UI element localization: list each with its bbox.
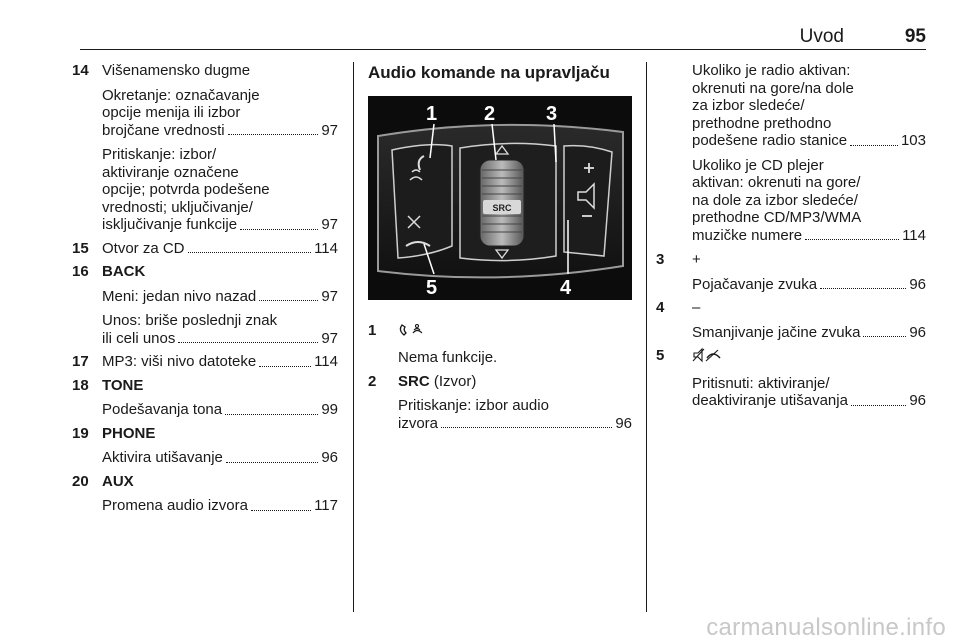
page-ref: MP3: viši nivo datoteke 114 — [102, 353, 338, 370]
text-line: Ukoliko je radio aktivan: — [692, 62, 851, 79]
steering-wheel-controls-figure — [368, 96, 632, 300]
page-ref: podešene radio stanice 103 — [692, 132, 926, 149]
column-divider-2 — [646, 62, 647, 612]
src-button-label: SRC — [492, 202, 512, 213]
entry-para — [692, 375, 926, 410]
item-number: 4 — [656, 299, 665, 316]
entry-17 — [72, 353, 338, 371]
text-line: Pritiskanje: izbor audio — [398, 397, 549, 414]
page-ref: Smanjivanje jačine zvuka 96 — [692, 323, 926, 341]
text-line: vrednosti; uključivanje/ — [102, 198, 253, 216]
plus-symbol: + — [692, 251, 701, 268]
entry-para — [102, 87, 338, 140]
callout-5: 5 — [426, 276, 438, 299]
entry-19 — [72, 425, 338, 467]
page-number: 95 — [904, 26, 926, 47]
entry-para — [102, 146, 338, 234]
entry-para — [102, 401, 338, 419]
right-column — [656, 62, 926, 416]
entry-title: AUX — [102, 472, 134, 490]
callout-3: 3 — [546, 102, 558, 125]
page-ref: Pojačavanje zvuka 96 — [692, 275, 926, 293]
middle-column — [368, 62, 632, 438]
entry-title: Višenamensko dugme — [102, 62, 251, 79]
text-line: prethodne CD/MP3/WMA — [692, 209, 862, 226]
item-number: 3 — [656, 251, 665, 268]
section-heading: Audio komande na upravljaču — [368, 63, 610, 82]
page-ref: muzičke numere 114 — [692, 226, 926, 244]
text-line: Pritisnuti: aktiviranje/ — [692, 374, 830, 392]
page-ref: Podešavanja tona 99 — [102, 401, 338, 418]
entry-para — [102, 449, 338, 467]
site-watermark: carmanualsonline.info — [706, 613, 946, 641]
entry-14 — [72, 62, 338, 234]
text-line: okrenuti na gore/na dole — [692, 79, 854, 97]
entry-para — [398, 397, 632, 432]
text-line: opcije; potvrda podešene — [102, 181, 270, 198]
page-header — [80, 28, 926, 50]
page-ref: Promena audio izvora 117 — [102, 497, 338, 514]
text-line: opcije menija ili izbor — [102, 104, 241, 121]
page-ref: brojčane vrednosti 97 — [102, 121, 338, 139]
entry-20 — [72, 473, 338, 515]
entry-number: 17 — [72, 353, 89, 370]
entry-number: 16 — [72, 263, 89, 280]
text-line: na dole za izbor sledeće/ — [692, 191, 858, 209]
callout-1: 1 — [426, 102, 438, 125]
radio-para — [656, 62, 926, 150]
entry-number: 19 — [72, 424, 89, 442]
section-title: Uvod — [799, 26, 844, 47]
item-title: SRC (Izvor) — [398, 372, 477, 390]
entry-15 — [72, 240, 338, 258]
entry-para — [102, 312, 338, 347]
page-ref: izvora 96 — [398, 414, 632, 432]
page-ref: deaktiviranje utišavanja 96 — [692, 392, 926, 409]
text-line: za izbor sledeće/ — [692, 97, 805, 114]
item-3 — [656, 251, 926, 293]
text-line: aktivan: okrenuti na gore/ — [692, 174, 861, 191]
text-line: Pritiskanje: izbor/ — [102, 146, 217, 163]
phone-voice-icon — [398, 325, 426, 341]
mute-hangup-icon — [692, 350, 722, 366]
item-5 — [656, 347, 926, 410]
minus-symbol: – — [692, 299, 701, 316]
entry-number: 15 — [72, 239, 89, 257]
cd-para — [656, 157, 926, 245]
entry-title: TONE — [102, 376, 144, 394]
item-number: 5 — [656, 347, 665, 364]
item-number: 1 — [368, 321, 377, 339]
entry-18 — [72, 377, 338, 419]
callout-2: 2 — [484, 102, 496, 125]
column-divider-1 — [353, 62, 354, 612]
entry-number: 18 — [72, 376, 89, 394]
item-1 — [368, 322, 632, 367]
left-column — [72, 62, 338, 521]
entry-16 — [72, 263, 338, 347]
text-line: prethodne prethodno — [692, 114, 832, 132]
entry-title: BACK — [102, 263, 146, 280]
text-line: Okretanje: označavanje — [102, 86, 260, 104]
text-line: Unos: briše poslednji znak — [102, 312, 278, 329]
item-text: Nema funkcije. — [398, 349, 498, 366]
item-4 — [656, 299, 926, 341]
steering-controls-illustration — [368, 96, 632, 300]
header-rule — [80, 49, 926, 50]
entry-number: 20 — [72, 472, 89, 490]
page-ref: Aktivira utišavanje 96 — [102, 449, 338, 466]
item-number: 2 — [368, 372, 377, 390]
page-ref: Otvor za CD 114 — [102, 239, 338, 257]
callout-4: 4 — [560, 276, 572, 299]
text-line: aktiviranje označene — [102, 163, 239, 181]
item-2 — [368, 373, 632, 433]
entry-para — [102, 497, 338, 515]
entry-title: PHONE — [102, 424, 156, 442]
page-ref: ili celi unos 97 — [102, 329, 338, 347]
text-line: Ukoliko je CD plejer — [692, 156, 824, 174]
entry-para — [102, 288, 338, 306]
page-ref: isključivanje funkcije 97 — [102, 216, 338, 233]
page-ref: Meni: jedan nivo nazad 97 — [102, 287, 338, 305]
entry-number: 14 — [72, 62, 89, 79]
